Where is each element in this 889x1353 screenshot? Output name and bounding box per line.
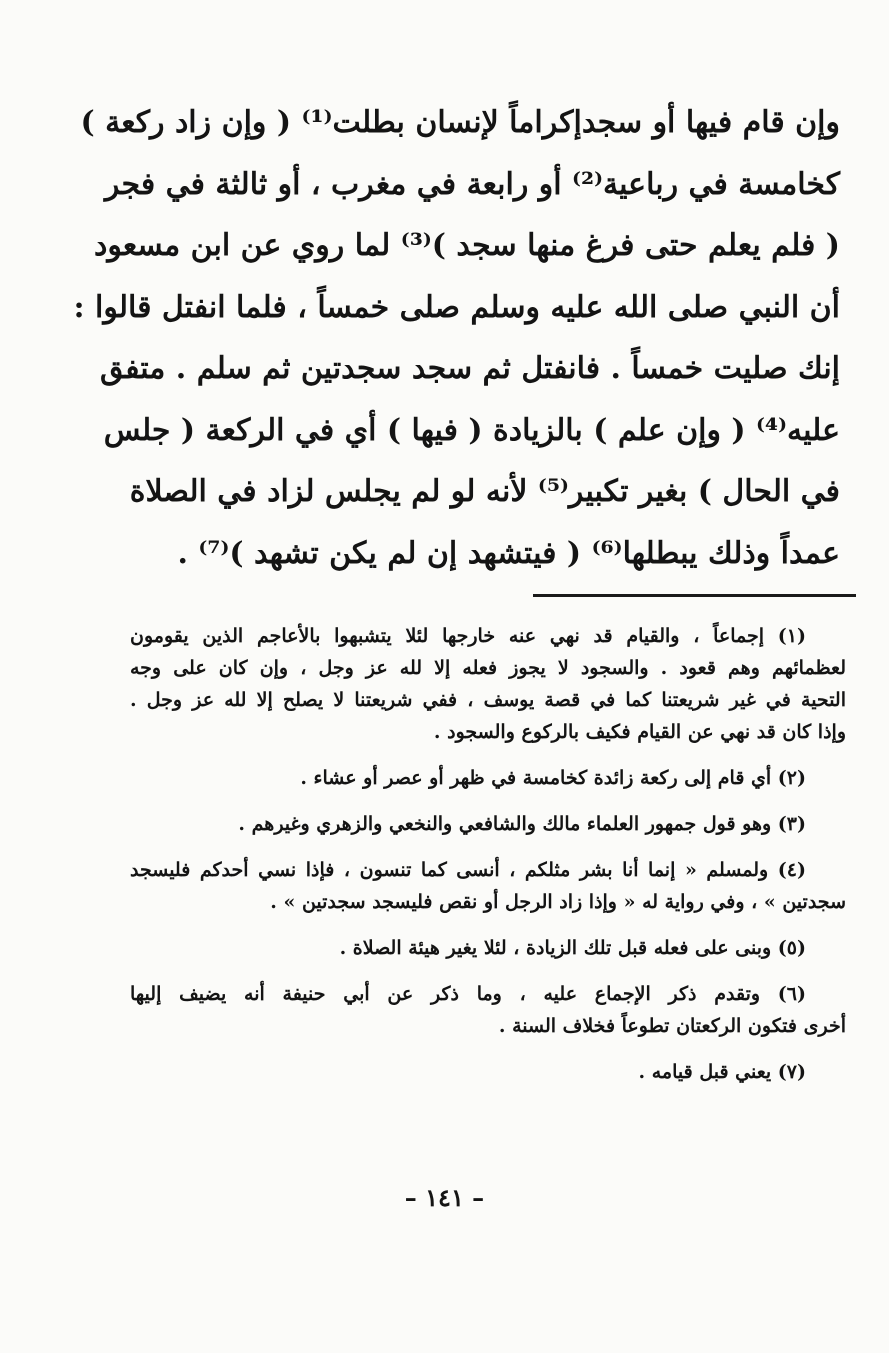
footnotes xyxy=(130,620,846,1102)
footnote-line: لعظمائهم وهم قعود . والسجود لا يجوز فعله إلا لله عز وجل ، وإن كان على وجه xyxy=(130,657,846,679)
footnote-2 xyxy=(130,762,846,794)
footnote-line: (٥) وبنى على فعله قبل تلك الزيادة ، لئلا يغير هيئة الصلاة . xyxy=(339,937,806,959)
main-text-line: ( فلم يعلم حتى فرغ منها سجد )⁽³⁾ لما روي عن ابن مسعود xyxy=(94,228,840,263)
footnote-3 xyxy=(130,808,846,840)
footnote-line: وإذا كان قد نهي عن القيام فكيف بالركوع والسجود . xyxy=(433,721,846,743)
footnote-divider xyxy=(533,594,856,597)
footnote-line: (٣) وهو قول جمهور العلماء مالك والشافعي والنخعي والزهري وغيرهم . xyxy=(238,813,806,835)
main-text-line: عليه⁽⁴⁾ ( وإن علم ) بالزيادة ( فيها ) أي في الركعة ( جلس xyxy=(103,412,840,448)
main-text-line: كخامسة في رباعية⁽²⁾ أو رابعة في مغرب ، أو ثالثة في فجر xyxy=(104,166,840,202)
main-text-line: في الحال ) بغير تكبير⁽⁵⁾ لأنه لو لم يجلس لزاد في الصلاة xyxy=(129,474,840,509)
footnote-line: سجدتين » ، وفي رواية له « وإذا زاد الرجل أو نقص فليسجد سجدتين » . xyxy=(270,891,846,913)
footnote-5 xyxy=(130,932,846,964)
footnote-7 xyxy=(130,1056,846,1088)
page-number: – ١٤١ – xyxy=(404,1183,485,1212)
main-text xyxy=(73,92,840,584)
footnote-1 xyxy=(130,620,846,748)
main-text-line: وإن قام فيها أو سجدإكراماً لإنسان بطلت⁽¹⁾ ( وإن زاد ركعة ) xyxy=(80,105,840,140)
footnote-line: أخرى فتكون الركعتان تطوعاً فخلاف السنة . xyxy=(498,1015,846,1037)
footnote-line: (٦) وتقدم ذكر الإجماع عليه ، وما ذكر عن أبي حنيفة أنه يضيف إليها xyxy=(130,983,806,1005)
footnote-line: (٧) يعني قبل قيامه . xyxy=(638,1061,806,1083)
main-text-line: أن النبي صلى الله عليه وسلم صلى خمساً ، فلما انفتل قالوا : xyxy=(73,289,840,325)
footnote-line: (١) إجماعاً ، والقيام قد نهي عنه خارجها لئلا يتشبهوا بالأعاجم الذين يقومون xyxy=(130,625,806,647)
footnote-line: التحية في غير شريعتنا كما في قصة يوسف ، ففي شريعتنا لا يصلح إلا لله عز وجل . xyxy=(130,689,846,711)
footnote-6 xyxy=(130,978,846,1042)
footnote-line: (٢) أي قام إلى ركعة زائدة كخامسة في ظهر أو عصر أو عشاء . xyxy=(300,767,806,789)
main-text-line: عمداً وذلك يبطلها⁽⁶⁾ ( فيتشهد إن لم يكن تشهد )⁽⁷⁾ . xyxy=(177,535,840,571)
footnote-line: (٤) ولمسلم « إنما أنا بشر مثلكم ، أنسى كما تنسون ، فإذا نسي أحدكم فليسجد xyxy=(130,859,806,881)
footnote-4 xyxy=(130,854,846,918)
main-text-line: إنك صليت خمساً . فانفتل ثم سجد سجدتين ثم سلم . متفق xyxy=(100,351,840,386)
